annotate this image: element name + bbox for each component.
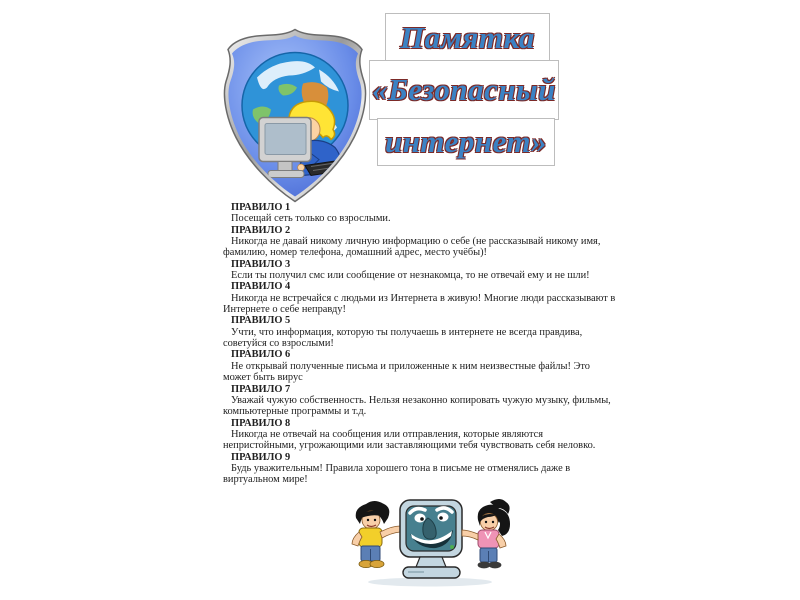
rule-3-heading: ПРАВИЛО 3 bbox=[231, 258, 291, 270]
title-line-3: интернет» bbox=[384, 124, 548, 159]
rule-5-heading: ПРАВИЛО 5 bbox=[231, 315, 291, 327]
rule-2-heading: ПРАВИЛО 2 bbox=[231, 224, 291, 236]
title-line-2: «Безопасный bbox=[372, 72, 556, 107]
rule-1-heading: ПРАВИЛО 1 bbox=[231, 202, 291, 213]
rule-8-text: Никогда не отвечай на сообщения или отправления, которые являются непристойными, угрожающими или заставляющими тебя чувствовать себя неловко. bbox=[223, 428, 596, 452]
title-box-2 bbox=[369, 60, 559, 120]
rule-9-text: Будь уважительным! Правила хорошего тона в письме не отменялись даже в виртуальном мире! bbox=[223, 462, 571, 486]
rule-9-heading: ПРАВИЛО 9 bbox=[231, 451, 291, 463]
rule-2-text: Никогда не давай никому личную информацию о себе (не рассказывай никому имя, фамилию, номер телефона, домашний адрес, место учёбы)! bbox=[223, 236, 601, 259]
boy-figure bbox=[352, 501, 400, 568]
rule-8-heading: ПРАВИЛО 8 bbox=[231, 417, 291, 429]
rule-1-text: Посещай сеть только со взрослыми. bbox=[231, 213, 391, 225]
rule-6-heading: ПРАВИЛО 6 bbox=[231, 349, 291, 361]
rule-7-heading: ПРАВИЛО 7 bbox=[231, 383, 291, 395]
kids-computer-image bbox=[344, 496, 516, 588]
rule-5-text: Учти, что информация, которую ты получаешь в интернете не всегда правдива, советуйся со взрослыми! bbox=[223, 326, 583, 350]
shadow bbox=[368, 578, 492, 587]
smiling-computer bbox=[400, 500, 462, 578]
rule-6-text: Не открывай полученные письма и приложенные к ним неизвестные файлы! Это может быть вирус bbox=[223, 360, 590, 384]
rule-4-heading: ПРАВИЛО 4 bbox=[231, 281, 291, 293]
rule-7-text: Уважай чужую собственность. Нельзя незаконно копировать чужую музыку, фильмы, компьютерные программы и т.д. bbox=[223, 394, 611, 418]
title-box-1 bbox=[385, 13, 550, 62]
rule-3-text: Если ты получил смс или сообщение от незнакомца, то не отвечай ему и не шли! bbox=[231, 270, 590, 282]
title-line-1: Памятка bbox=[400, 19, 535, 55]
girl-figure bbox=[462, 499, 510, 568]
rule-4-text: Никогда не встречайся с людьми из Интернета в живую! Многие люди рассказывают в Интернете о себе неправду! bbox=[223, 292, 616, 316]
title-box-3 bbox=[377, 118, 555, 166]
shield-globe-boy-image bbox=[219, 25, 371, 206]
rules-list bbox=[223, 202, 617, 486]
